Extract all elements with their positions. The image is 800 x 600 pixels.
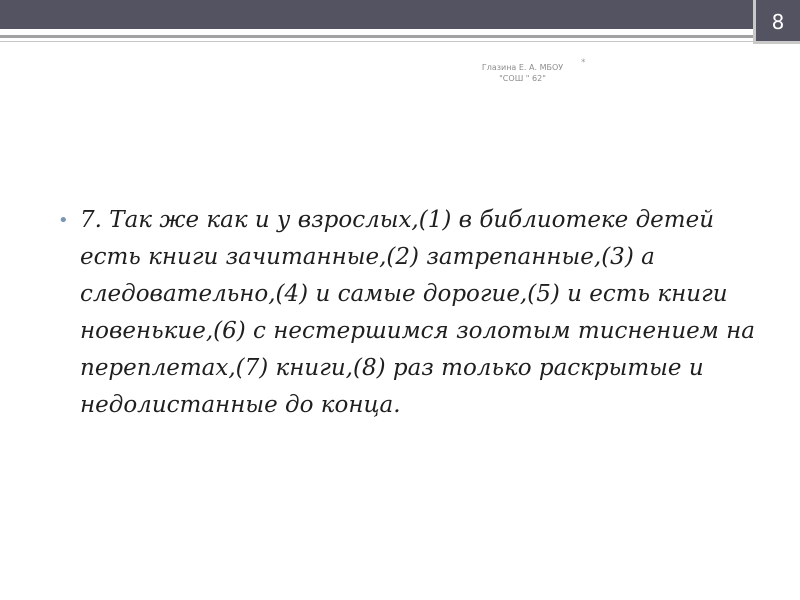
header-rule-thin <box>0 41 800 42</box>
bullet-icon: • <box>58 210 69 231</box>
bullet-item <box>58 202 758 424</box>
slide-number-label: 8 <box>771 9 785 34</box>
slide-number <box>753 0 800 44</box>
header-star-mark: * <box>581 58 586 68</box>
slide-body <box>58 202 758 424</box>
header-rule <box>0 35 800 38</box>
top-band <box>0 0 800 29</box>
bullet-text: 7. Так же как и у взрослых,(1) в библиотеке детей есть книги зачитанные,(2) затрепанные,(3) а следовательно,(4) и самые дорогие,(5) и есть книги новенькие,(6) с нестершимся золотым тиснением на переплетах,(7) книги,(8) раз только раскрытые и недолистанные до конца. <box>80 207 755 418</box>
header-author-note: Глазина Е. А. МБОУ "СОШ " 62" <box>481 63 564 83</box>
